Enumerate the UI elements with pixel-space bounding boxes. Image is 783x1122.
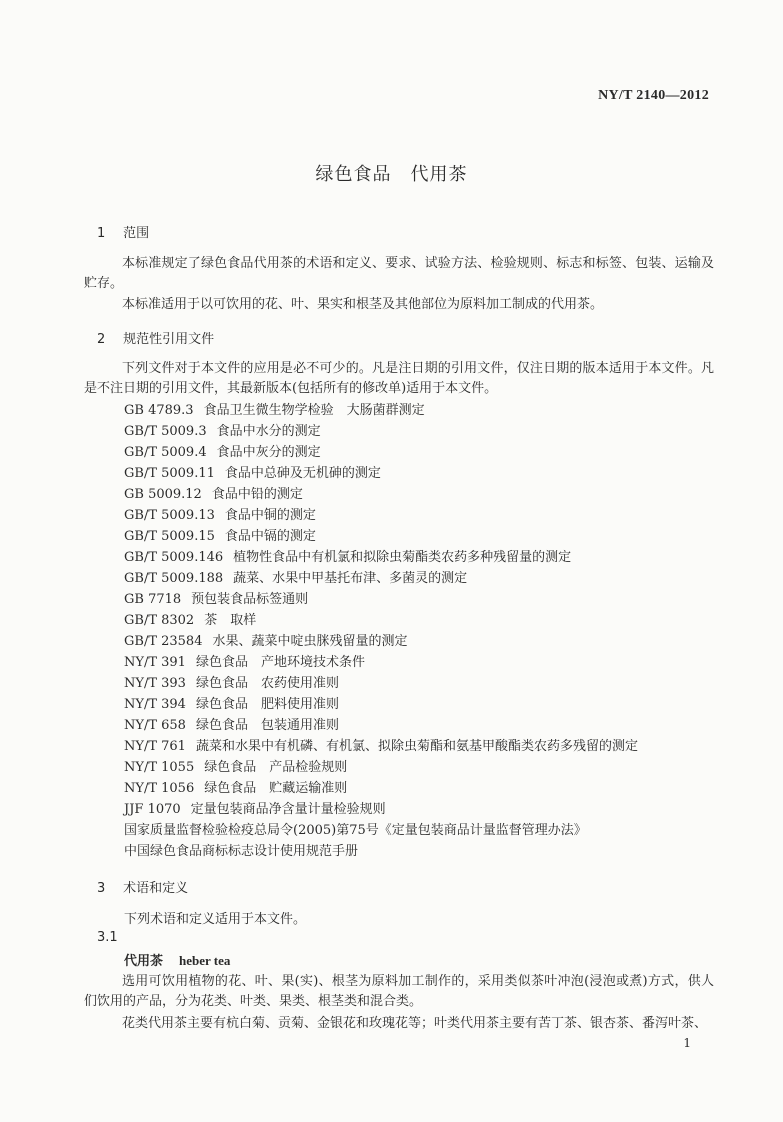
reference-title: 绿色食品 贮藏运输准则 <box>204 781 348 796</box>
reference-item <box>124 841 638 862</box>
reference-code: GB/T 5009.11 <box>124 466 215 481</box>
section-title: 术语和定义 <box>123 881 189 896</box>
reference-code: GB/T 5009.188 <box>124 571 224 586</box>
reference-code: GB/T 5009.3 <box>124 424 207 439</box>
reference-item <box>124 400 638 421</box>
term-definition: 选用可饮用植物的花、叶、果(实)、根茎为原料加工制作的，采用类似茶叶冲泡(浸泡或煮)方式，供人们饮用的产品，分为花类、叶类、果类、根茎类和混合类。 <box>84 974 714 1009</box>
reference-code: JJF 1070 <box>124 802 181 817</box>
reference-title: 预包装食品标签通则 <box>191 592 309 607</box>
reference-item <box>124 820 638 841</box>
reference-item <box>124 715 638 736</box>
reference-title: 蔬菜和水果中有机磷、有机氯、拟除虫菊酯和氨基甲酸酯类农药多残留的测定 <box>195 739 638 754</box>
reference-item <box>124 799 638 820</box>
reference-title: 食品中铅的测定 <box>211 487 303 502</box>
reference-title: 绿色食品 肥料使用准则 <box>195 697 339 712</box>
reference-code: GB/T 5009.146 <box>124 550 224 565</box>
reference-title: 水果、蔬菜中啶虫脒残留量的测定 <box>212 634 408 649</box>
section-number: 3 <box>97 881 106 896</box>
reference-code: NY/T 394 <box>124 697 186 712</box>
subsection-number: 3.1 <box>97 930 118 945</box>
section-1-heading <box>97 222 149 241</box>
reference-item <box>124 547 638 568</box>
reference-title: 食品中总砷及无机砷的测定 <box>224 466 381 481</box>
reference-item <box>124 757 638 778</box>
section-3-heading <box>97 877 188 896</box>
reference-item <box>124 421 638 442</box>
normative-references-list <box>124 400 638 862</box>
page-number: 1 <box>683 1036 691 1050</box>
reference-item <box>124 610 638 631</box>
reference-code: GB/T 5009.13 <box>124 508 215 523</box>
reference-item <box>124 736 638 757</box>
reference-item <box>124 463 638 484</box>
standard-code: NY/T 2140—2012 <box>598 88 709 103</box>
section-2-heading <box>97 328 214 347</box>
reference-code: GB/T 5009.4 <box>124 445 207 460</box>
reference-item <box>124 589 638 610</box>
reference-code: GB/T 8302 <box>124 613 195 628</box>
reference-title: 蔬菜、水果中甲基托布津、多菌灵的测定 <box>233 571 468 586</box>
reference-item <box>124 778 638 799</box>
section-number: 2 <box>97 332 106 347</box>
reference-title: 食品中铜的测定 <box>224 508 316 523</box>
reference-item <box>124 505 638 526</box>
reference-item <box>124 694 638 715</box>
section-number: 1 <box>97 226 106 241</box>
reference-code: GB/T 23584 <box>124 634 203 649</box>
reference-title: 食品中水分的测定 <box>216 424 321 439</box>
term-note: 花类代用茶主要有杭白菊、贡菊、金银花和玫瑰花等；叶类代用茶主要有苦丁茶、银杏茶、番泻叶茶、 <box>122 1016 708 1031</box>
reference-item <box>124 484 638 505</box>
reference-code: NY/T 1056 <box>124 781 195 796</box>
reference-title: 食品卫生微生物学检验 大肠菌群测定 <box>203 403 425 418</box>
term-entry <box>124 950 230 969</box>
reference-title: 绿色食品 农药使用准则 <box>195 676 339 691</box>
terms-intro: 下列术语和定义适用于本文件。 <box>124 912 307 927</box>
reference-item <box>124 568 638 589</box>
document-title: 绿色食品 代用茶 <box>315 164 468 185</box>
reference-title: 绿色食品 产品检验规则 <box>204 760 348 775</box>
reference-code: NY/T 761 <box>124 739 186 754</box>
reference-title: 国家质量监督检验检疫总局令(2005)第75号《定量包装商品计量监督管理办法》 <box>124 823 587 838</box>
reference-title: 食品中镉的测定 <box>224 529 316 544</box>
scope-paragraph-1: 本标准规定了绿色食品代用茶的术语和定义、要求、试验方法、检验规则、标志和标签、包装、运输及贮存。 <box>84 256 714 291</box>
reference-title: 食品中灰分的测定 <box>216 445 321 460</box>
reference-code: GB 7718 <box>124 592 182 607</box>
reference-title: 绿色食品 产地环境技术条件 <box>195 655 365 670</box>
reference-item <box>124 673 638 694</box>
reference-item <box>124 526 638 547</box>
reference-code: NY/T 391 <box>124 655 186 670</box>
section-title: 范围 <box>123 226 150 241</box>
references-intro: 下列文件对于本文件的应用是必不可少的。凡是注日期的引用文件，仅注日期的版本适用于本文件。凡是不注日期的引用文件，其最新版本(包括所有的修改单)适用于本文件。 <box>84 361 714 396</box>
reference-code: GB/T 5009.15 <box>124 529 215 544</box>
reference-code: GB 4789.3 <box>124 403 194 418</box>
reference-code: NY/T 393 <box>124 676 186 691</box>
reference-title: 茶 取样 <box>204 613 257 628</box>
reference-item <box>124 442 638 463</box>
reference-title: 植物性食品中有机氯和拟除虫菊酯类农药多种残留量的测定 <box>233 550 572 565</box>
reference-item <box>124 652 638 673</box>
section-title: 规范性引用文件 <box>123 332 215 347</box>
reference-title: 中国绿色食品商标标志设计使用规范手册 <box>124 844 359 859</box>
reference-code: NY/T 658 <box>124 718 186 733</box>
reference-title: 定量包装商品净含量计量检验规则 <box>190 802 386 817</box>
reference-code: NY/T 1055 <box>124 760 195 775</box>
reference-code: GB 5009.12 <box>124 487 202 502</box>
term-english: heber tea <box>179 953 231 968</box>
scope-paragraph-2: 本标准适用于以可饮用的花、叶、果实和根茎及其他部位为原料加工制成的代用茶。 <box>122 297 604 312</box>
term-chinese: 代用茶 <box>124 954 164 969</box>
reference-item <box>124 631 638 652</box>
reference-title: 绿色食品 包装通用准则 <box>195 718 339 733</box>
